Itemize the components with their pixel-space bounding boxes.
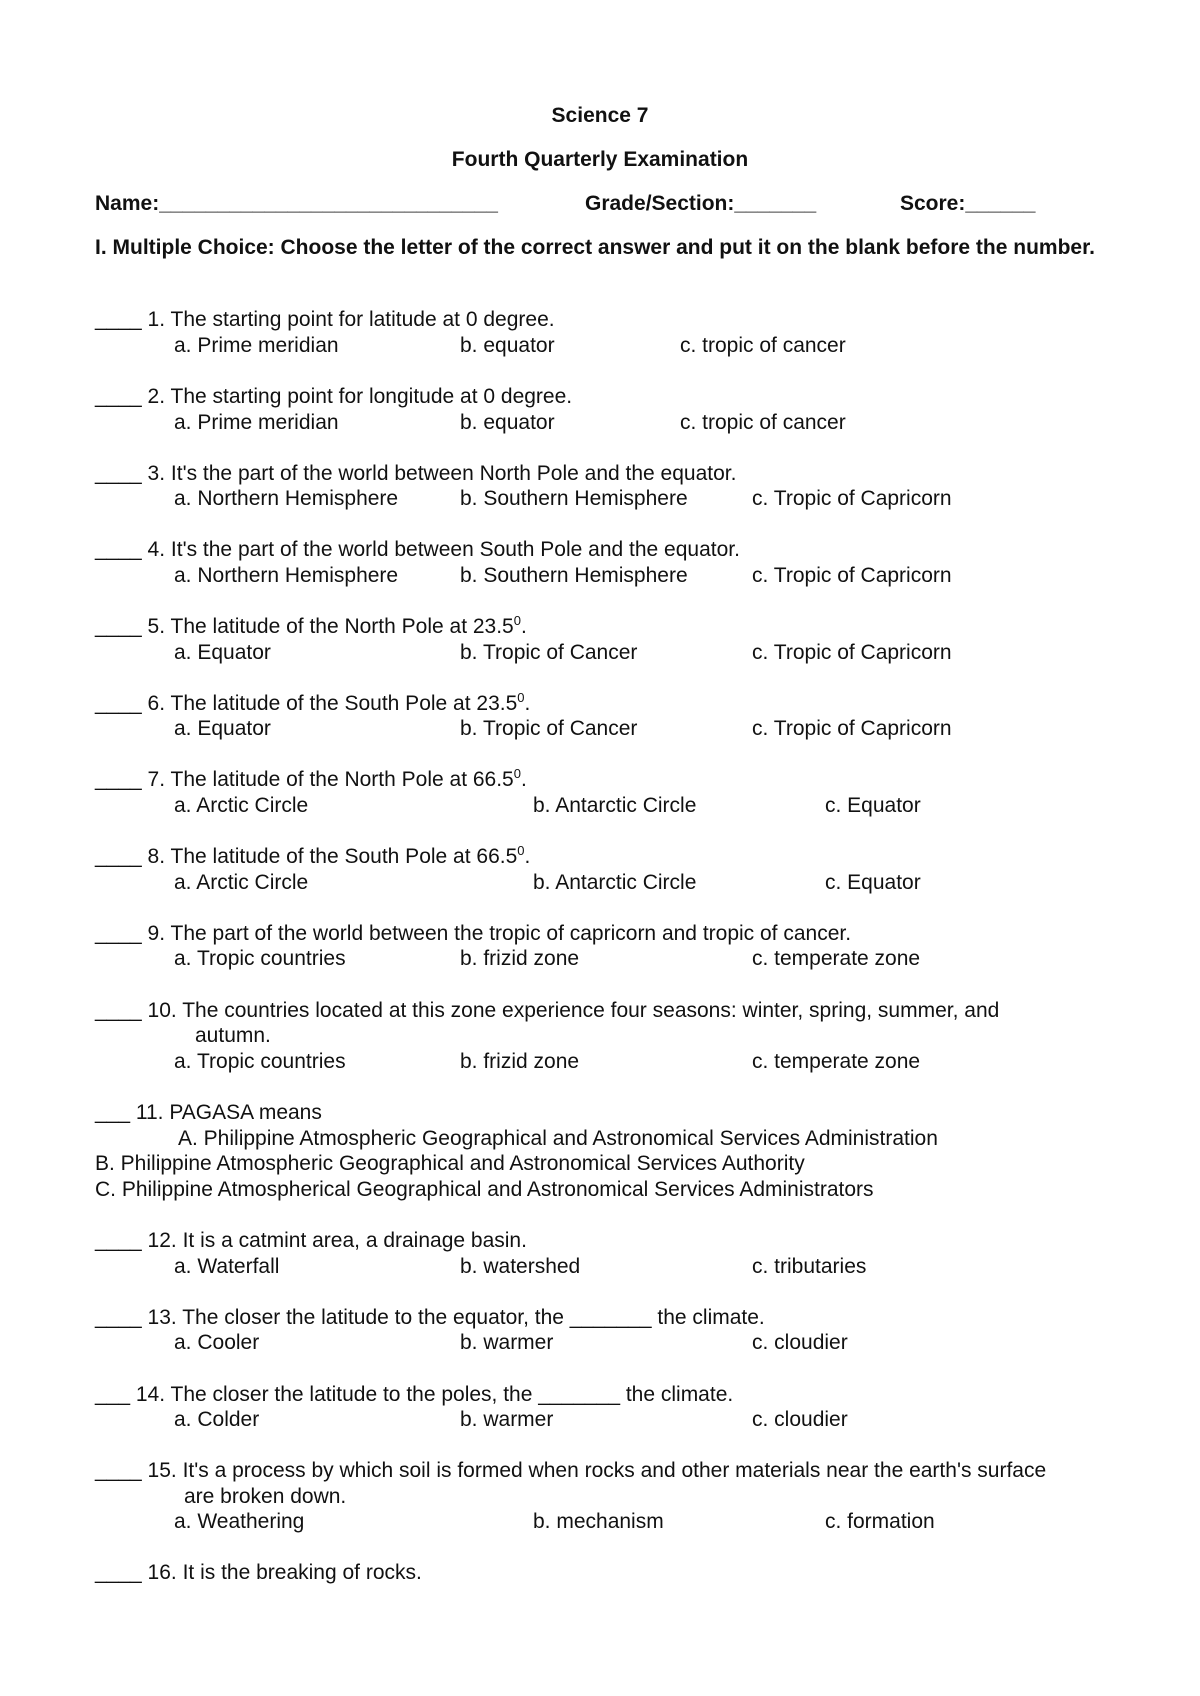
question-16-stem: ____ 16. It is the breaking of rocks. [95, 1561, 422, 1584]
question-1-stem: ____ 1. The starting point for latitude at 0 degree. [95, 308, 555, 331]
question-14-option-b: b. warmer [460, 1408, 554, 1431]
question-3-option-b: b. Southern Hemisphere [460, 487, 688, 510]
question-5-stem: ____ 5. The latitude of the North Pole at 23.5$^0$. [95, 613, 527, 638]
question-14-option-a: a. Colder [174, 1408, 260, 1431]
question-3-stem: ____ 3. It's the part of the world between North Pole and the equator. [95, 462, 737, 485]
question-7-stem: ____ 7. The latitude of the North Pole at 66.5$^0$. [95, 766, 527, 791]
question-15-stem-continued: are broken down. [184, 1485, 347, 1508]
name-field-label: Name:_____________________________ [95, 192, 498, 215]
question-7-option-c: c. Equator [825, 794, 921, 817]
question-13-stem: ____ 13. The closer the latitude to the equator, the _______ the climate. [95, 1306, 765, 1329]
grade-section-field-label: Grade/Section:_______ [585, 192, 817, 215]
question-15-stem: ____ 15. It's a process by which soil is formed when rocks and other materials near the earth's surface [95, 1459, 1047, 1482]
question-2-option-a: a. Prime meridian [174, 411, 339, 434]
question-5-option-c: c. Tropic of Capricorn [752, 641, 952, 664]
question-7-option-b: b. Antarctic Circle [533, 794, 697, 817]
question-11-option-b: B. Philippine Atmospheric Geographical and Astronomical Services Authority [95, 1152, 805, 1175]
question-7-option-a: a. Arctic Circle [174, 794, 309, 817]
question-4-option-a: a. Northern Hemisphere [174, 564, 399, 587]
question-2-stem: ____ 2. The starting point for longitude at 0 degree. [95, 385, 573, 408]
question-13-option-c: c. cloudier [752, 1331, 848, 1354]
question-6-option-a: a. Equator [174, 717, 271, 740]
question-10-stem-continued: autumn. [195, 1024, 271, 1047]
instructions: I. Multiple Choice: Choose the letter of the correct answer and put it on the blank before the number. [95, 236, 1095, 259]
question-10-option-a: a. Tropic countries [174, 1050, 346, 1073]
exam-title: Science 7 [551, 104, 649, 127]
question-15-option-b: b. mechanism [533, 1510, 664, 1533]
question-12-option-b: b. watershed [460, 1255, 581, 1278]
question-11-option-a: A. Philippine Atmospheric Geographical and Astronomical Services Administration [178, 1127, 938, 1150]
question-6-option-c: c. Tropic of Capricorn [752, 717, 952, 740]
question-15-option-c: c. formation [825, 1510, 935, 1533]
question-5-option-a: a. Equator [174, 641, 271, 664]
question-6-option-b: b. Tropic of Cancer [460, 717, 638, 740]
question-2-option-b: b. equator [460, 411, 555, 434]
score-field-label: Score:______ [900, 192, 1036, 215]
question-12-stem: ____ 12. It is a catmint area, a drainage basin. [95, 1229, 527, 1252]
question-9-option-c: c. temperate zone [752, 947, 921, 970]
question-9-stem: ____ 9. The part of the world between the tropic of capricorn and tropic of cancer. [95, 922, 852, 945]
question-3-option-c: c. Tropic of Capricorn [752, 487, 952, 510]
question-4-stem: ____ 4. It's the part of the world between South Pole and the equator. [95, 538, 740, 561]
question-11-option-c: C. Philippine Atmospherical Geographical and Astronomical Services Administrators [95, 1178, 874, 1201]
question-11-stem: ___ 11. PAGASA means [95, 1101, 322, 1124]
question-9-option-b: b. frizid zone [460, 947, 580, 970]
question-8-option-c: c. Equator [825, 871, 921, 894]
question-12-option-c: c. tributaries [752, 1255, 867, 1278]
exam-subtitle: Fourth Quarterly Examination [451, 148, 749, 171]
question-4-option-b: b. Southern Hemisphere [460, 564, 688, 587]
question-8-stem: ____ 8. The latitude of the South Pole at 66.5$^0$. [95, 843, 531, 868]
question-12-option-a: a. Waterfall [174, 1255, 280, 1278]
question-8-option-b: b. Antarctic Circle [533, 871, 697, 894]
question-14-option-c: c. cloudier [752, 1408, 848, 1431]
question-13-option-a: a. Cooler [174, 1331, 260, 1354]
question-15-option-a: a. Weathering [174, 1510, 305, 1533]
question-1-option-b: b. equator [460, 334, 555, 357]
question-13-option-b: b. warmer [460, 1331, 554, 1354]
question-1-option-a: a. Prime meridian [174, 334, 339, 357]
question-2-option-c: c. tropic of cancer [680, 411, 846, 434]
question-6-stem: ____ 6. The latitude of the South Pole at 23.5$^0$. [95, 690, 531, 715]
question-4-option-c: c. Tropic of Capricorn [752, 564, 952, 587]
question-9-option-a: a. Tropic countries [174, 947, 346, 970]
question-10-option-c: c. temperate zone [752, 1050, 921, 1073]
question-3-option-a: a. Northern Hemisphere [174, 487, 399, 510]
question-10-stem: ____ 10. The countries located at this zone experience four seasons: winter, spring, summer, and [95, 999, 1000, 1022]
question-5-option-b: b. Tropic of Cancer [460, 641, 638, 664]
question-8-option-a: a. Arctic Circle [174, 871, 309, 894]
question-1-option-c: c. tropic of cancer [680, 334, 846, 357]
question-14-stem: ___ 14. The closer the latitude to the poles, the _______ the climate. [95, 1383, 734, 1406]
question-10-option-b: b. frizid zone [460, 1050, 580, 1073]
